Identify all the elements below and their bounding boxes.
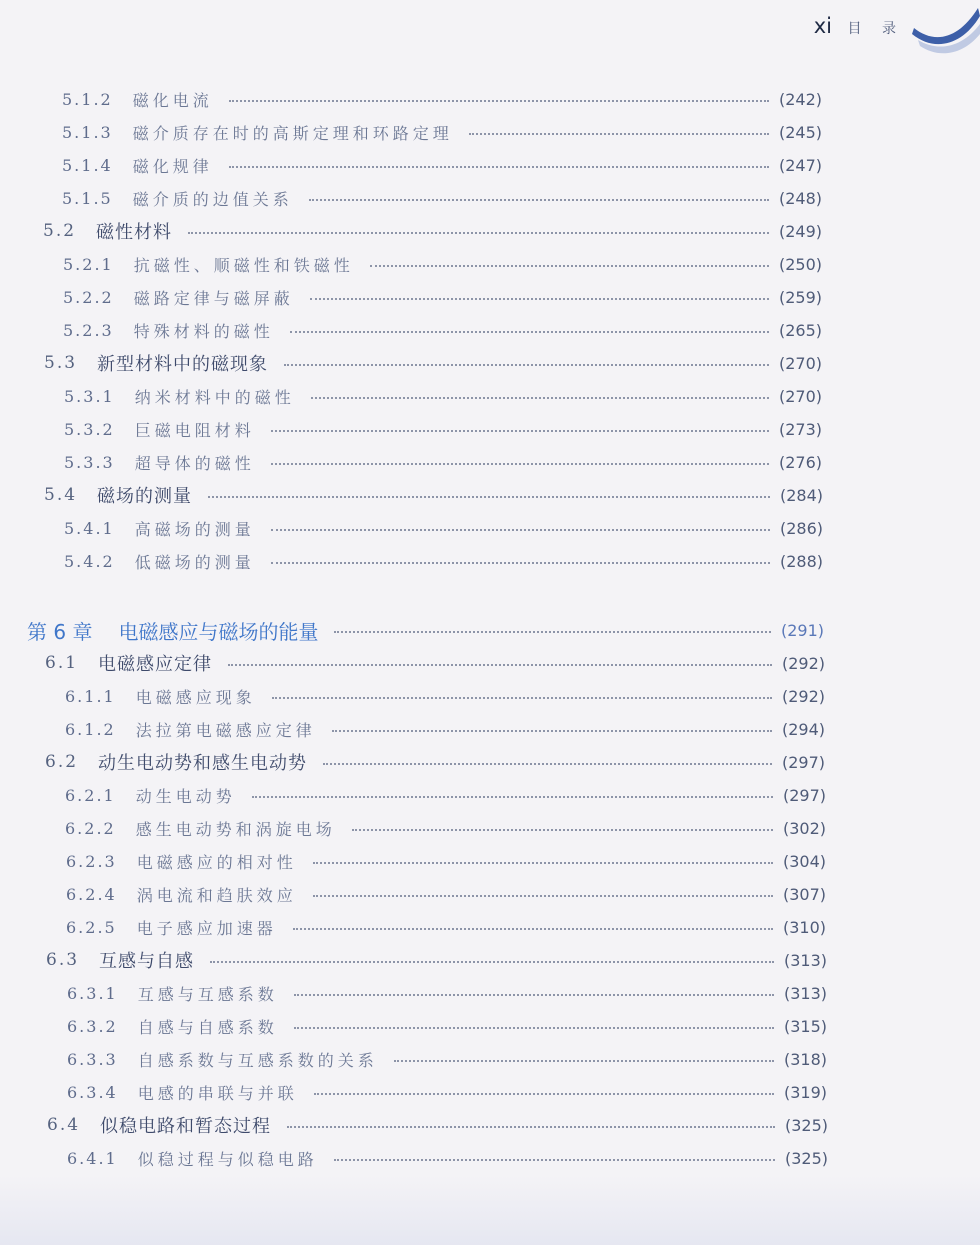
dot-leader — [271, 529, 770, 531]
entry-number: 6.3.1 — [67, 983, 118, 1003]
entry-title: 涡电流和趋肤效应 — [136, 885, 297, 905]
entry-title: 磁化电流 — [132, 90, 213, 110]
entry-page: (250) — [778, 254, 822, 274]
entry-number: 6.2.5 — [66, 917, 117, 937]
entry-title: 抗磁性、顺磁性和铁磁性 — [133, 255, 354, 275]
entry-number: 6.2.3 — [66, 851, 117, 871]
toc-entry[interactable] — [62, 117, 822, 147]
entry-page: (273) — [778, 419, 822, 439]
entry-page: (247) — [778, 155, 822, 175]
entry-title: 磁化规律 — [132, 156, 213, 176]
entry-title: 电磁感应的相对性 — [136, 852, 297, 872]
dot-leader — [311, 397, 769, 399]
entry-page: (276) — [778, 452, 822, 472]
entry-title: 磁性材料 — [96, 222, 173, 243]
entry-title: 巨磁电阻材料 — [134, 420, 255, 440]
entry-title: 磁场的测量 — [97, 486, 193, 507]
entry-page: (297) — [781, 752, 825, 772]
toc-entry[interactable] — [65, 714, 825, 744]
entry-number: 6.3.4 — [67, 1082, 118, 1102]
dot-leader — [323, 763, 772, 765]
dot-leader — [294, 994, 774, 996]
dot-leader — [332, 730, 772, 732]
chapter-heading[interactable] — [27, 615, 824, 645]
dot-leader — [394, 1060, 774, 1062]
entry-page: (297) — [782, 785, 826, 805]
chapter-title: 电磁感应与磁场的能量 — [118, 619, 319, 644]
entry-page: (249) — [778, 221, 822, 241]
page-header — [680, 12, 980, 62]
entry-title: 磁介质存在时的高斯定理和环路定理 — [132, 123, 453, 143]
entry-number: 5.1.3 — [62, 122, 113, 142]
entry-page: (242) — [778, 89, 822, 109]
dot-leader — [229, 100, 769, 102]
entry-number: 6.2.4 — [66, 884, 117, 904]
entry-title: 超导体的磁性 — [134, 453, 255, 473]
entry-title: 纳米材料中的磁性 — [134, 387, 295, 407]
entry-number: 6.3.2 — [67, 1016, 118, 1036]
entry-page: (325) — [784, 1148, 828, 1168]
entry-page: (313) — [783, 983, 827, 1003]
dot-leader — [313, 895, 773, 897]
toc-entry[interactable] — [66, 912, 826, 942]
toc-entry[interactable] — [64, 381, 822, 411]
dot-leader — [272, 697, 772, 699]
entry-title: 互感与自感 — [99, 951, 195, 972]
dot-leader — [271, 562, 770, 564]
toc-entry[interactable] — [65, 813, 826, 843]
entry-title: 电磁感应定律 — [98, 654, 213, 675]
dot-leader — [352, 829, 773, 831]
toc-entry[interactable] — [45, 648, 825, 678]
dot-leader — [271, 430, 769, 432]
toc-entry[interactable] — [65, 780, 826, 810]
toc-entry[interactable] — [66, 846, 826, 876]
entry-title: 感生电动势和涡旋电场 — [135, 819, 336, 839]
toc-entry[interactable] — [46, 945, 827, 975]
entry-page: (286) — [779, 518, 823, 538]
toc-entry[interactable] — [67, 1044, 827, 1074]
dot-leader — [252, 796, 773, 798]
toc-entry[interactable] — [45, 747, 825, 777]
entry-page: (307) — [782, 884, 826, 904]
toc-entry[interactable] — [63, 315, 822, 345]
dot-leader — [188, 232, 769, 234]
entry-title: 低磁场的测量 — [134, 552, 255, 572]
toc-entry[interactable] — [64, 414, 822, 444]
entry-title: 互感与互感系数 — [137, 984, 278, 1004]
entry-number: 5.4.2 — [64, 551, 115, 571]
dot-leader — [293, 928, 773, 930]
entry-page: (288) — [779, 551, 823, 571]
toc-entry[interactable] — [67, 1077, 827, 1107]
dot-leader — [314, 1093, 774, 1095]
entry-title: 磁路定律与磁屏蔽 — [133, 288, 294, 308]
entry-number: 5.1.4 — [62, 155, 113, 175]
toc-entry[interactable] — [43, 216, 822, 246]
entry-page: (304) — [782, 851, 826, 871]
dot-leader — [229, 166, 769, 168]
entry-number: 5.3.3 — [64, 452, 115, 472]
entry-number: 6.3.3 — [67, 1049, 118, 1069]
entry-title: 高磁场的测量 — [134, 519, 255, 539]
entry-title: 电子感应加速器 — [136, 918, 277, 938]
entry-page: (291) — [780, 620, 824, 640]
entry-page: (259) — [778, 287, 822, 307]
entry-number: 5.1.5 — [62, 188, 113, 208]
swoosh-icon — [908, 0, 980, 60]
toc-entry[interactable] — [67, 978, 827, 1008]
toc-entry[interactable] — [67, 1143, 828, 1173]
toc-entry[interactable] — [63, 249, 822, 279]
entry-number: 5.3 — [44, 353, 78, 373]
dot-leader — [313, 862, 773, 864]
dot-leader — [228, 664, 772, 666]
toc-entry[interactable] — [44, 480, 823, 510]
dot-leader — [290, 331, 769, 333]
entry-number: 5.3.1 — [64, 386, 115, 406]
toc-entry[interactable] — [62, 150, 822, 180]
entry-page: (270) — [778, 353, 822, 373]
entry-title: 动生电动势 — [135, 786, 236, 806]
entry-page: (292) — [781, 653, 825, 673]
dot-leader — [284, 364, 769, 366]
entry-number: 5.2.3 — [63, 320, 114, 340]
entry-title: 电感的串联与并联 — [137, 1083, 298, 1103]
entry-title: 自感与自感系数 — [137, 1017, 278, 1037]
entry-number: 5.4.1 — [64, 518, 115, 538]
toc-entry[interactable] — [64, 546, 823, 576]
entry-page: (310) — [782, 917, 826, 937]
toc-entry[interactable] — [47, 1110, 828, 1140]
toc-entry[interactable] — [62, 84, 822, 114]
dot-leader — [469, 133, 769, 135]
entry-number: 6.2 — [45, 752, 79, 772]
entry-number: 6.2.1 — [65, 785, 116, 805]
entry-title: 自感系数与互感系数的关系 — [137, 1050, 378, 1070]
entry-title: 电磁感应现象 — [135, 687, 256, 707]
entry-page: (265) — [778, 320, 822, 340]
entry-number: 6.3 — [46, 950, 80, 970]
entry-title: 似稳过程与似稳电路 — [137, 1149, 318, 1169]
entry-page: (248) — [778, 188, 822, 208]
entry-page: (245) — [778, 122, 822, 142]
entry-number: 5.2 — [43, 221, 77, 241]
entry-page: (318) — [783, 1049, 827, 1069]
entry-title: 特殊材料的磁性 — [133, 321, 274, 341]
dot-leader — [287, 1126, 775, 1128]
page-number: xi — [813, 14, 832, 38]
entry-page: (319) — [783, 1082, 827, 1102]
entry-title: 动生电动势和感生电动势 — [98, 753, 308, 774]
entry-number: 5.2.1 — [63, 254, 114, 274]
entry-title: 新型材料中的磁现象 — [97, 354, 269, 375]
entry-number: 6.1.2 — [65, 719, 116, 739]
entry-page: (294) — [781, 719, 825, 739]
entry-number: 5.4 — [44, 485, 78, 505]
dot-leader — [309, 199, 769, 201]
entry-page: (313) — [783, 950, 827, 970]
chapter-number: 第 6 章 — [27, 619, 93, 644]
entry-page: (302) — [782, 818, 826, 838]
dot-leader — [210, 961, 774, 963]
entry-page: (315) — [783, 1016, 827, 1036]
toc-entry[interactable] — [64, 447, 822, 477]
entry-number: 6.2.2 — [65, 818, 116, 838]
toc-entry[interactable] — [44, 348, 822, 378]
dot-leader — [208, 496, 770, 498]
entry-title: 法拉第电磁感应定律 — [135, 720, 316, 740]
entry-title: 磁介质的边值关系 — [132, 189, 293, 209]
entry-number: 6.4 — [47, 1115, 81, 1135]
header-title: 目 录 — [847, 21, 904, 37]
toc-entry[interactable] — [62, 183, 822, 213]
toc-entry[interactable] — [63, 282, 822, 312]
entry-number: 5.1.2 — [62, 89, 113, 109]
dot-leader — [370, 265, 769, 267]
dot-leader — [294, 1027, 774, 1029]
entry-page: (292) — [781, 686, 825, 706]
dot-leader — [310, 298, 769, 300]
toc-entry[interactable] — [64, 513, 823, 543]
dot-leader — [334, 631, 771, 633]
entry-number: 6.1.1 — [65, 686, 116, 706]
entry-number: 6.1 — [45, 653, 79, 673]
entry-number: 5.2.2 — [63, 287, 114, 307]
entry-page: (325) — [784, 1115, 828, 1135]
dot-leader — [334, 1159, 775, 1161]
toc-entry[interactable] — [65, 681, 825, 711]
entry-page: (284) — [779, 485, 823, 505]
dot-leader — [271, 463, 769, 465]
entry-number: 6.4.1 — [67, 1148, 118, 1168]
entry-title: 似稳电路和暂态过程 — [100, 1116, 272, 1137]
page-shadow — [0, 1175, 980, 1245]
entry-page: (270) — [778, 386, 822, 406]
toc-entry[interactable] — [66, 879, 826, 909]
toc-entry[interactable] — [67, 1011, 827, 1041]
entry-number: 5.3.2 — [64, 419, 115, 439]
